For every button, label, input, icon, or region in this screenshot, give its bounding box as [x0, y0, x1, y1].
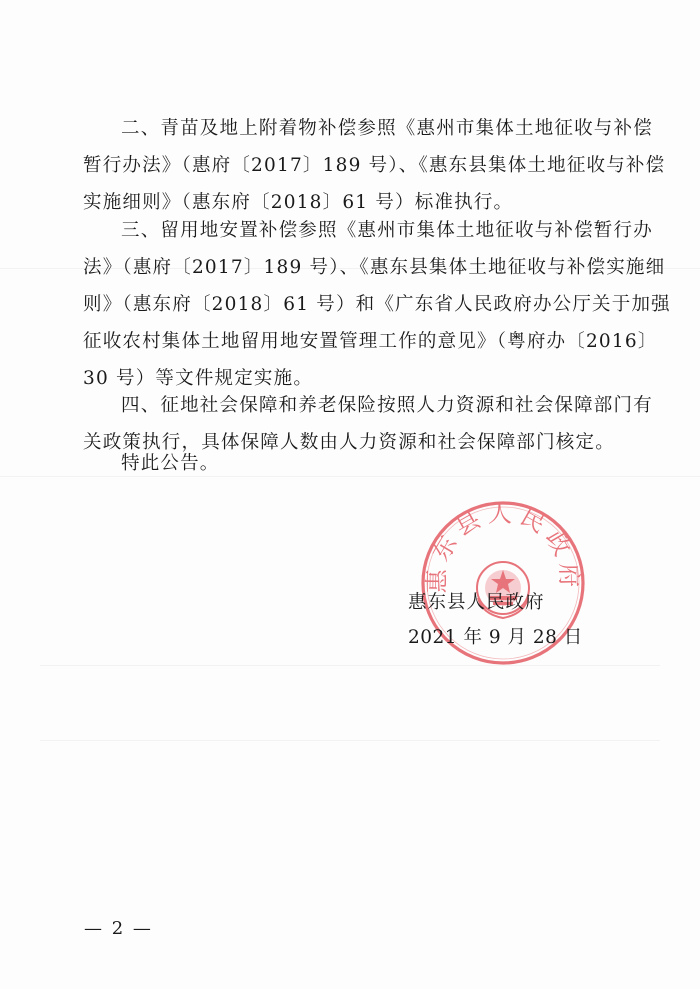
- paragraph-line: 四、征地社会保障和养老保险按照人力资源和社会保障部门有: [121, 395, 653, 416]
- paragraph-line: 征收农村集体土地留用地安置管理工作的意见》（粤府办〔2016〕: [83, 331, 658, 352]
- paragraph-line: 暂行办法》（惠府〔2017〕189 号）、《惠东县集体土地征收与补偿: [83, 155, 666, 176]
- page-number: — 2 —: [84, 918, 153, 939]
- issue-date: 2021 年 9 月 28 日: [408, 627, 583, 648]
- issuer-name: 惠东县人民政府: [408, 592, 545, 613]
- paragraph-line: 实施细则》（惠东府〔2018〕61 号）标准执行。: [83, 192, 514, 213]
- paragraph-item-3: [83, 212, 671, 397]
- scan-artifact-line: [0, 476, 700, 477]
- paragraph-line: 关政策执行，具体保障人数由人力资源和社会保障部门核定。: [83, 432, 615, 453]
- scan-artifact-line: [40, 740, 660, 741]
- paragraph-line: 法》（惠府〔2017〕189 号）、《惠东县集体土地征收与补偿实施细: [83, 257, 666, 278]
- paragraph-line: 30 号）等文件规定实施。: [83, 368, 314, 389]
- paragraph-line: 三、留用地安置补偿参照《惠州市集体土地征收与补偿暂行办: [121, 220, 653, 241]
- paragraph-line: 二、青苗及地上附着物补偿参照《惠州市集体土地征收与补偿: [121, 118, 653, 139]
- paragraph-line: 则》（惠东府〔2018〕61 号）和《广东省人民政府办公厅关于加强: [83, 294, 671, 315]
- closing-text: 特此公告。: [121, 453, 220, 474]
- seal-text: 惠东县人民政府: [422, 499, 584, 594]
- paragraph-item-2: [83, 110, 666, 221]
